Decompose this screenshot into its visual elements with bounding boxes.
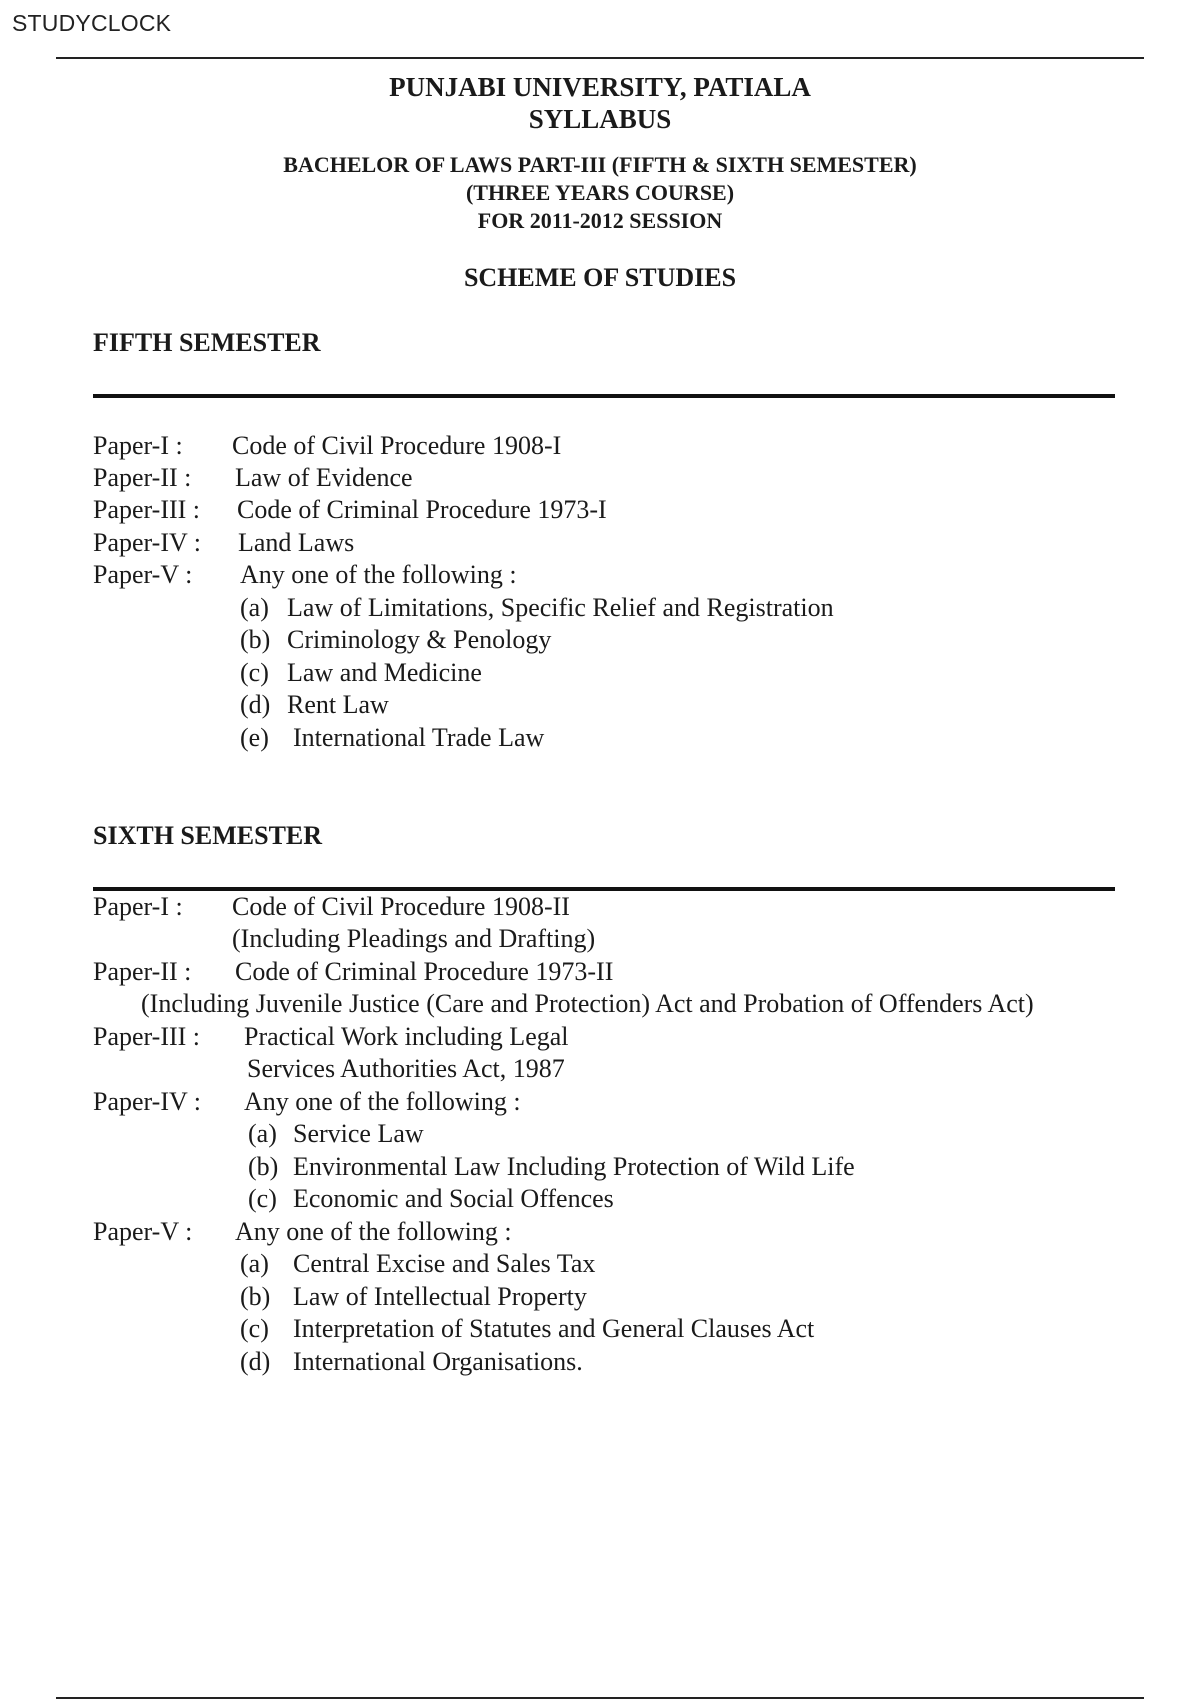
paper-label: Paper-II :: [93, 463, 192, 492]
option-mark: (b): [248, 1152, 279, 1181]
option-mark: (b): [240, 625, 271, 654]
syllabus-title: SYLLABUS: [528, 104, 672, 134]
option-text: International Trade Law: [293, 723, 545, 752]
paper-title: Any one of the following :: [244, 1087, 521, 1116]
paper-label: Paper-I :: [93, 892, 183, 921]
bottom-divider: [56, 1697, 1144, 1699]
paper-label: Paper-IV :: [93, 1087, 202, 1116]
paper-label: Paper-IV :: [93, 528, 202, 557]
option-text: Rent Law: [287, 690, 389, 719]
scheme-heading: SCHEME OF STUDIES: [463, 263, 737, 292]
sixth-semester-heading: SIXTH SEMESTER: [93, 821, 323, 850]
option-text: Economic and Social Offences: [293, 1184, 614, 1213]
option-text: Environmental Law Including Protection of Wild Life: [293, 1152, 855, 1181]
fifth-semester-divider: [93, 394, 1115, 398]
option-text: Criminology & Penology: [287, 625, 552, 654]
paper-subtitle: Services Authorities Act, 1987: [247, 1054, 565, 1083]
paper-title: Land Laws: [238, 528, 355, 557]
option-mark: (c): [248, 1184, 277, 1213]
option-mark: (a): [240, 1249, 269, 1278]
option-text: Interpretation of Statutes and General Clauses Act: [293, 1314, 815, 1343]
option-mark: (a): [240, 593, 269, 622]
paper-title: Code of Criminal Procedure 1973-I: [237, 495, 607, 524]
paper-label: Paper-V :: [93, 1217, 193, 1246]
option-text: Service Law: [293, 1119, 424, 1148]
paper-title: Code of Criminal Procedure 1973-II: [235, 957, 614, 986]
brand-logo-text: STUDYCLOCK: [12, 10, 172, 36]
option-text: International Organisations.: [293, 1347, 583, 1376]
paper-subtitle: (Including Pleadings and Drafting): [232, 924, 596, 953]
option-mark: (d): [240, 1347, 271, 1376]
option-text: Law of Intellectual Property: [293, 1282, 587, 1311]
top-divider: [56, 57, 1144, 59]
paper-label: Paper-III :: [93, 1022, 201, 1051]
fifth-semester-heading: FIFTH SEMESTER: [93, 328, 321, 357]
paper-subtitle: (Including Juvenile Justice (Care and Protection) Act and Probation of Offenders Act): [141, 989, 1034, 1018]
option-text: Central Excise and Sales Tax: [293, 1249, 596, 1278]
option-mark: (d): [240, 690, 271, 719]
option-mark: (b): [240, 1282, 271, 1311]
paper-title: Any one of the following :: [240, 560, 517, 589]
paper-label: Paper-III :: [93, 495, 201, 524]
paper-title: Code of Civil Procedure 1908-II: [232, 892, 570, 921]
option-mark: (e): [240, 723, 269, 752]
paper-title: Law of Evidence: [235, 463, 413, 492]
course-title: BACHELOR OF LAWS PART-III (FIFTH & SIXTH SEMESTER): [283, 152, 917, 177]
paper-title: Code of Civil Procedure 1908-I: [232, 431, 562, 460]
paper-title: Any one of the following :: [235, 1217, 512, 1246]
option-mark: (c): [240, 658, 269, 687]
paper-label: Paper-I :: [93, 431, 183, 460]
paper-label: Paper-II :: [93, 957, 192, 986]
option-mark: (c): [240, 1314, 269, 1343]
paper-label: Paper-V :: [93, 560, 193, 589]
university-title: PUNJABI UNIVERSITY, PATIALA: [389, 72, 811, 102]
option-text: Law of Limitations, Specific Relief and Registration: [287, 593, 834, 622]
option-text: Law and Medicine: [287, 658, 482, 687]
option-mark: (a): [248, 1119, 277, 1148]
course-duration: (THREE YEARS COURSE): [465, 180, 735, 205]
course-session: FOR 2011-2012 SESSION: [477, 208, 723, 233]
sixth-semester-divider: [93, 887, 1115, 891]
paper-title: Practical Work including Legal: [244, 1022, 569, 1051]
